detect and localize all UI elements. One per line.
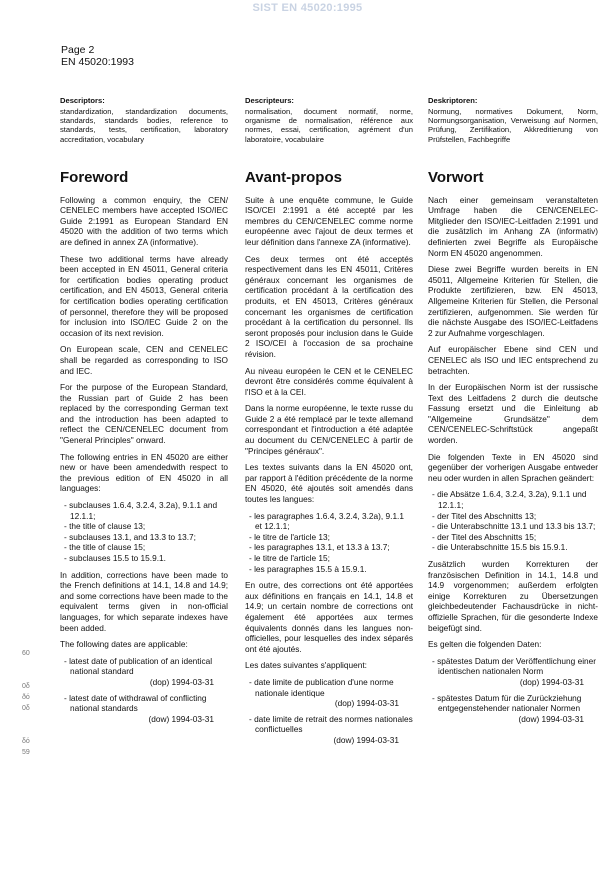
paragraph: On European scale, CEN and CENELEC shall be regarded as corresponding to ISO and IEC.	[60, 344, 228, 376]
list-item: - die Unterabschnitte 13.1 und 13.3 bis 13.7;	[432, 521, 596, 532]
amendment-list	[245, 511, 413, 575]
list-item: - les paragraphes 1.6.4, 3.2.4, 3.2a), 9.1.1 et 12.1.1;	[249, 510, 404, 532]
date-entry	[245, 677, 413, 709]
margin-mark: δό	[22, 738, 30, 745]
margin-mark: 0δ	[22, 705, 30, 712]
paragraph: Les textes suivants dans la EN 45020 ont, par rapport à l'édition précédente de la norme EN 45020, été ajoutés soit amendés dans toutes les langues:	[245, 462, 413, 505]
paragraph: Es gelten die folgenden Daten:	[428, 639, 542, 650]
descriptors-heading: Descriptors:	[60, 96, 105, 105]
paragraph: Following a common enquiry, the CEN/ CENELEC members have accepted ISO/IEC Guide 2:1991 as European Standard EN 45020 with the addition of two terms which are defined in annex ZA (informative).	[60, 194, 228, 247]
paragraph: In addition, corrections have been made to the French definitions at 14.1, 14.8 and 14.9; and some corrections have been made to the equivalent terms given in non-official languages, for which separate indexes have been added.	[60, 569, 228, 633]
list-item: - les paragraphes 13.1, et 13.3 à 13.7;	[249, 542, 390, 553]
date-entry	[60, 656, 228, 688]
list-item: - subclauses 15.5 to 15.9.1.	[64, 553, 166, 563]
list-item: - les paragraphes 15.5 à 15.9.1.	[249, 563, 367, 574]
date-value: (dow) 1994-03-31	[333, 734, 399, 745]
paragraph: En outre, des corrections ont été apportées aux définitions en français en 14.1, 14.8 et 14.9; un certain nombre de corrections ont également été apportées aux termes équivalents donnés dans les langues non-officielles, pour lesquelles des index séparés ont été ajoutés.	[245, 580, 413, 654]
paragraph: These two additional terms have already been accepted in EN 45011, General criteria for certification bodies operating product certification, and EN 45013, General criteria for certification bodies operating certification of personnel, therefore they will be proposed for inclusion into ISO/IEC Guide 2 on the occasion of its next revision.	[60, 253, 228, 338]
paragraph: Dans la norme européenne, le texte russe du Guide 2 a été remplacé par le texte allemand correspondant et l'introduction a été adaptée au document du CEN/CENELEC à partir de "Principes généraux".	[245, 403, 413, 456]
page-header	[61, 44, 134, 68]
document-number: EN 45020:1993	[61, 56, 134, 68]
list-item: - le titre de l'article 13;	[249, 531, 330, 542]
descriptors-text: normalisation, document normatif, norme, organisme de normalisation, référence aux normes, essai, certification, agrément d'un laboratoire, vocabulaire	[245, 106, 413, 144]
amendment-list	[428, 489, 598, 553]
watermark: SIST EN 45020:1995	[252, 2, 363, 14]
date-value: (dop) 1994-03-31	[519, 676, 584, 687]
date-entry	[428, 656, 598, 688]
paragraph: For the purpose of the European Standard, the Russian part of Guide 2 has been replaced by the corresponding German text and the introduction has been adapted to reflect the CEN/CENELEC document from "General Principles" onward.	[60, 382, 228, 446]
date-label: - date limite de publication d'une norme nationale identique	[249, 676, 394, 698]
paragraph: In der Europäischen Norm ist der russische Text des Leitfadens 2 durch die deutsche Fassung ersetzt und die Einleitung ab "Allgemeine Grundsätze" dem CEN/CENELEC-Schriftstück angepaßt worden.	[428, 382, 598, 446]
date-value: (dow) 1994-03-31	[518, 713, 584, 724]
paragraph: Zusätzlich wurden Korrekturen der französischen Definition in 14.1, 14.8 und 14.9 vorgenommen; außerdem erfolgten einige Korrekturen zu Übersetzungen gleichbedeutender Fachausdrücke in nicht-offizielle Sprachen, für die gesonderte Indexe beigefügt sind.	[428, 559, 598, 633]
date-label: - spätestes Datum für die Zurückziehung entgegenstehender nationaler Normen	[432, 692, 582, 714]
margin-mark: 59	[22, 749, 30, 756]
descriptors-text: Normung, normatives Dokument, Norm, Normungsorganisation, Verweisung auf Normen, Prüfung, Zertifikation, Akkreditierung von Prüfstellen, Fachbegriffe	[428, 106, 598, 144]
date-label: - latest date of withdrawal of conflicting national standards	[64, 692, 207, 714]
list-item: - der Titel des Abschnitts 13;	[432, 510, 537, 521]
date-value: (dow) 1994-03-31	[148, 713, 214, 724]
paragraph: Ces deux termes ont été acceptés respectivement dans les EN 45011, Critères généraux concernant les organismes de certification procédant à la certification des produits, et EN 45013, Critères généraux concernant les organismes de certification procédant à la certification du personnel. Ils seront proposés pour inclusion dans le Guide 2 ISO/CEI à l'occasion de sa prochaine révision.	[245, 253, 413, 359]
column-english	[60, 96, 228, 729]
list-item: - subclauses 1.6.4, 3.2.4, 3.2a), 9.1.1 and 12.1.1;	[64, 500, 218, 521]
list-item: - die Unterabschnitte 15.5 bis 15.9.1.	[432, 542, 568, 553]
date-entry	[245, 714, 413, 746]
paragraph: Au niveau européen le CEN et le CENELEC devront être considérés comme équivalent à l'ISO et à la CEI.	[245, 365, 413, 397]
column-german	[428, 96, 598, 729]
paragraph: The following dates are applicable:	[60, 639, 188, 650]
date-value: (dop) 1994-03-31	[149, 676, 214, 687]
paragraph: Suite à une enquête commune, le Guide ISO/CEI 2:1991 a été accepté par les membres du CEN/CENELEC comme norme européenne avec l'ajout de deux termes et leur définition dans l'annexe ZA (informative).	[245, 194, 413, 247]
list-item: - die Absätze 1.6.4, 3.2.4, 3.2a), 9.1.1 und 12.1.1;	[432, 489, 587, 511]
descriptors-text: standardization, standardization documents, standards, standards bodies, reference to standards, tests, certification, laboratory accreditation, vocabulary	[60, 106, 228, 144]
list-item: - the title of clause 15;	[64, 542, 146, 553]
list-item: - der Titel des Abschnitts 15;	[432, 531, 537, 542]
descriptors-heading: Descripteurs:	[245, 96, 294, 105]
list-item: - le titre de l'article 15;	[249, 553, 330, 563]
paragraph: Die folgenden Texte in EN 45020 sind gegenüber der vorherigen Ausgabe entweder neu oder wurden in allen Sprachen geändert:	[428, 451, 598, 483]
margin-mark: 60	[22, 650, 30, 657]
column-french	[245, 96, 413, 751]
paragraph: Diese zwei Begriffe wurden bereits in EN 45011, Allgemeine Kriterien für Stellen, die Produkte zertifizieren, bzw. EN 45013, Allgemeine Kriterien für Stellen, die Personal zertifizieren, aufgenommen. Sie werden für die nächste Ausgabe des ISO/IEC-Leitfadens 2 zur Aufnahme vorgeschlagen.	[428, 264, 598, 338]
paragraph: Nach einer gemeinsam veranstalteten Umfrage haben die CEN/CENELEC-Mitglieder den ISO/IEC-Leitfaden 2:1991 und die zusätzlich im Anhang ZA (informativ) definierten zwei Begriffe als Europäische Norm EN 45020 angenommen.	[428, 194, 598, 258]
section-title: Vorwort	[428, 168, 484, 186]
date-label: - spätestes Datum der Veröffentlichung einer identischen nationalen Norm	[432, 655, 597, 677]
margin-mark: 0δ	[22, 683, 30, 690]
section-title: Foreword	[60, 168, 129, 186]
descriptors-heading: Deskriptoren:	[428, 96, 478, 105]
list-item: - the title of clause 13;	[64, 521, 146, 532]
paragraph: Les dates suivantes s'appliquent:	[245, 660, 367, 671]
paragraph: The following entries in EN 45020 are either new or have been amendedwith respect to the previous edition of EN 45020 in all languages:	[60, 451, 228, 494]
date-label: - latest date of publication of an identical national standard	[64, 655, 213, 677]
date-entry	[428, 693, 598, 725]
paragraph: Auf europäischer Ebene sind CEN und CENELEC als ISO und IEC entsprechend zu betrachten.	[428, 344, 598, 376]
date-entry	[60, 693, 228, 725]
date-label: - date limite de retrait des normes nationales conflictuelles	[249, 713, 413, 735]
amendment-list	[60, 500, 228, 564]
page-number: Page 2	[61, 44, 95, 56]
section-title: Avant-propos	[245, 168, 342, 186]
margin-mark: ðό	[22, 694, 30, 701]
date-value: (dop) 1994-03-31	[334, 698, 399, 709]
margin-annotations	[22, 648, 30, 758]
list-item: - subclauses 13.1, and 13.3 to 13.7;	[64, 531, 196, 542]
